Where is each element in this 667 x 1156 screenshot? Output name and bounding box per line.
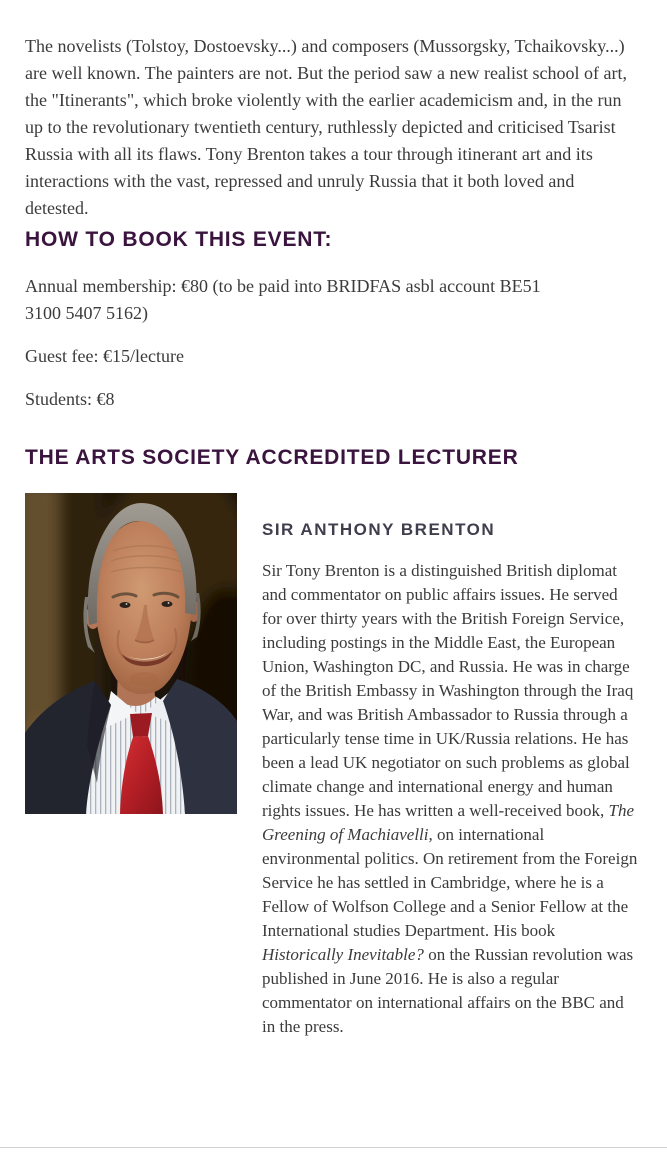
bio-text-3: on the Russian revolution was published in June 2016. He is also a regular commentator on international affairs on the BBC and in the press. (262, 945, 634, 1036)
booking-guest-fee-line: Guest fee: €15/lecture (25, 346, 184, 366)
bio-text-1: Sir Tony Brenton is a distinguished British diplomat and commentator on public affairs issues. He served for over thirty years with the British Foreign Service, including postings in the Middle East, the European Union, Washington DC, and Russia. He was in charge of the British Embassy in Washington through the Iraq War, and was British Ambassador to Russia through a particularly tense time in UK/Russia relations. He has been a lead UK negotiator on such problems as global climate change and international energy and human rights issues. He has written a well-received book, (262, 561, 634, 820)
book-title-greening-of-machiavelli: The Greening of Machiavelli, (262, 801, 635, 844)
lecturer-portrait-illustration (25, 493, 237, 814)
lecturer-bio-column (262, 493, 640, 1039)
lecturer-bio (262, 559, 640, 1039)
event-description: The novelists (Tolstoy, Dostoevsky...) and composers (Mussorgsky, Tchaikovsky...) are well known. The painters are not. But the period saw a new realist school of art, the "Itinerants", which broke violently with the earlier academicism and, in the run up to the revolutionary twentieth century, ruthlessly depicted and criticised Tsarist Russia with all its flaws. Tony Brenton takes a tour through itinerant art and its interactions with the vast, repressed and unruly Russia that it both loved and detested. (25, 36, 627, 218)
lecturer-section (25, 493, 640, 1039)
book-title-historically-inevitable: Historically Inevitable? (262, 945, 424, 964)
lecturer-photo (25, 493, 237, 814)
bottom-divider (0, 1147, 667, 1148)
lecturer-heading: THE ARTS SOCIETY ACCREDITED LECTURER (25, 446, 519, 469)
lecturer-name: SIR ANTHONY BRENTON (262, 520, 496, 539)
booking-students-line: Students: €8 (25, 389, 115, 409)
booking-membership-line: Annual membership: €80 (to be paid into BRIDFAS asbl account BE51 3100 5407 5162) (25, 276, 541, 323)
bio-text-2: on international environmental politics. On retirement from the Foreign Service he has settled in Cambridge, where he is a Fellow of Wolfson College and a Senior Fellow at the International studies Department. His book (262, 825, 638, 940)
booking-heading: HOW TO BOOK THIS EVENT: (25, 228, 333, 251)
